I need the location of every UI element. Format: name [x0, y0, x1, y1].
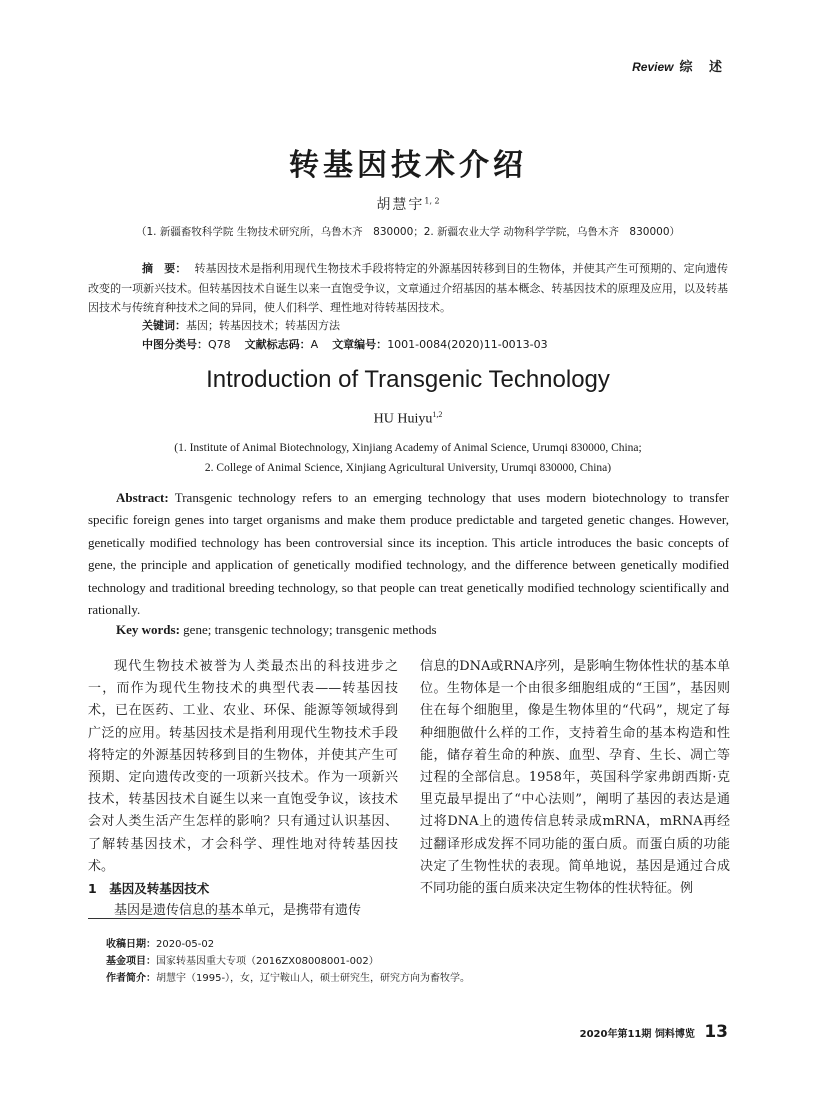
- footer-issue: 2020年第11期: [579, 1029, 652, 1040]
- section-tag-en: Review: [632, 60, 674, 74]
- footnote-received: [106, 936, 470, 953]
- received-label: 收稿日期：: [106, 939, 156, 950]
- author-affil-mark-en: 1,2: [432, 410, 443, 419]
- abstract-chinese: [88, 259, 728, 318]
- author-bio-label: 作者简介：: [106, 973, 156, 984]
- article-id-label: 文章编号：: [332, 338, 388, 351]
- title-english: Introduction of Transgenic Technology: [206, 366, 610, 393]
- author-english: [0, 410, 816, 428]
- footnotes: [106, 936, 470, 987]
- title-chinese: 转基因技术介绍: [289, 148, 527, 183]
- footnote-author: [106, 970, 470, 987]
- footnote-divider: [88, 918, 240, 919]
- section-tag: [632, 56, 728, 75]
- keywords-text-en: gene; transgenic technology; transgenic methods: [183, 622, 437, 637]
- affiliation-chinese: （1. 新疆畜牧科学院 生物技术研究所，乌鲁木齐 830000；2. 新疆农业大学 动物科学学院，乌鲁木齐 830000）: [135, 226, 681, 238]
- keywords-label-en: Key words:: [116, 622, 180, 637]
- body-column-left: [88, 656, 398, 922]
- affiliation-en-line-2: 2. College of Animal Science, Xinjiang Agricultural University, Urumqi 830000, China): [204, 462, 612, 474]
- clc-value: Q78: [208, 338, 231, 351]
- affiliation-english: [0, 438, 816, 478]
- doc-code-value: A: [310, 338, 319, 351]
- fund-text: 国家转基因重大专项（2016ZX08008001-002）: [156, 956, 379, 967]
- received-date: 2020-05-02: [156, 939, 215, 950]
- classification-line: [142, 336, 548, 352]
- author-name-zh: 胡慧宇: [376, 197, 425, 213]
- author-affil-mark-zh: 1, 2: [424, 196, 440, 206]
- page-footer: [580, 1022, 728, 1042]
- article-id-value: 1001-0084(2020)11-0013-03: [387, 338, 548, 351]
- section-tag-zh: 综 述: [679, 60, 728, 75]
- body-paragraph: 现代生物技术被誉为人类最杰出的科技进步之一，而作为现代生物技术的典型代表——转基因技术，已在医药、工业、农业、环保、能源等领域得到广泛的应用。转基因技术是指利用现代生物技术手段将特定的外源基因转移到目的生物体，并使其产生可预期、定向遗传改变的一项新兴技术。作为一项新兴技术，转基因技术自诞生以来一直饱受争议，该技术会对人类生活产生怎样的影响？只有通过认识基因、了解转基因技术，才会科学、理性地对待转基因技术。: [88, 659, 398, 874]
- fund-label: 基金项目：: [106, 956, 156, 967]
- keywords-chinese: [142, 317, 340, 333]
- keywords-english: [116, 622, 437, 638]
- author-chinese: [0, 194, 816, 214]
- body-paragraph: 信息的DNA或RNA序列，是影响生物体性状的基本单位。生物体是一个由很多细胞组成的“王国”，基因则住在每个细胞里，像是生物体里的“代码”，规定了每种细胞做什么样的工作，支持着生命的基本构造和性能，储存着生命的种族、血型、孕育、生长、凋亡等过程的全部信息。1958年，英国科学家弗朗西斯·克里克最早提出了“中心法则”，阐明了基因的表达是通过将DNA上的遗传信息转录成mRNA，mRNA再经过翻译形成发挥不同功能的蛋白质。而蛋白质的功能决定了生物性状的表现。简单地说，基因是通过合成不同功能的蛋白质来决定生物体的性状特征。例: [420, 659, 730, 897]
- author-name-en: HU Huiyu: [373, 411, 433, 427]
- affiliation-en-line-1: (1. Institute of Animal Biotechnology, Xinjiang Academy of Animal Science, Urumqi 830000, China;: [174, 442, 642, 454]
- body-paragraph: 基因是遗传信息的基本单元，是携带有遗传: [114, 903, 362, 919]
- body-column-right: [420, 656, 730, 900]
- section-heading: 1 基因及转基因技术: [88, 881, 210, 897]
- abstract-label-en: Abstract:: [116, 490, 169, 505]
- keywords-label-zh: 关键词：: [142, 319, 186, 332]
- footnote-fund: [106, 953, 470, 970]
- page-number: 13: [704, 1022, 728, 1042]
- clc-label: 中图分类号：: [142, 338, 208, 351]
- abstract-text-en: Transgenic technology refers to an emerging technology that uses modern biotechnology to transfer specific foreign genes into target organisms and make them produce predictable and targeted genetic changes. However, genetically modified technology has been controversial since its inception. This article introduces the basic concepts of gene, the principle and application of genetically modified technology, and the difference between genetically modified technology and traditional breeding technology, so that people can treat genetically modified technology scientifically and rationally.: [88, 490, 730, 618]
- abstract-english: [88, 487, 729, 621]
- doc-code-label: 文献标志码：: [244, 338, 311, 351]
- footer-journal: 饲料博览: [654, 1029, 695, 1040]
- abstract-label-zh: 摘 要：: [142, 262, 187, 275]
- author-bio-text: 胡慧宇（1995-），女，辽宁鞍山人，硕士研究生，研究方向为畜牧学。: [156, 973, 471, 984]
- abstract-text-zh: 转基因技术是指利用现代生物技术手段将特定的外源基因转移到目的生物体，并使其产生可预期的、定向遗传改变的一项新兴技术。但转基因技术自诞生以来一直饱受争议，文章通过介绍基因的基本概念、转基因技术的原理及应用，以及转基因技术与传统育种技术之间的异同，使人们科学、理性地对待转基因技术。: [88, 262, 729, 314]
- keywords-text-zh: 基因；转基因技术；转基因方法: [186, 319, 340, 332]
